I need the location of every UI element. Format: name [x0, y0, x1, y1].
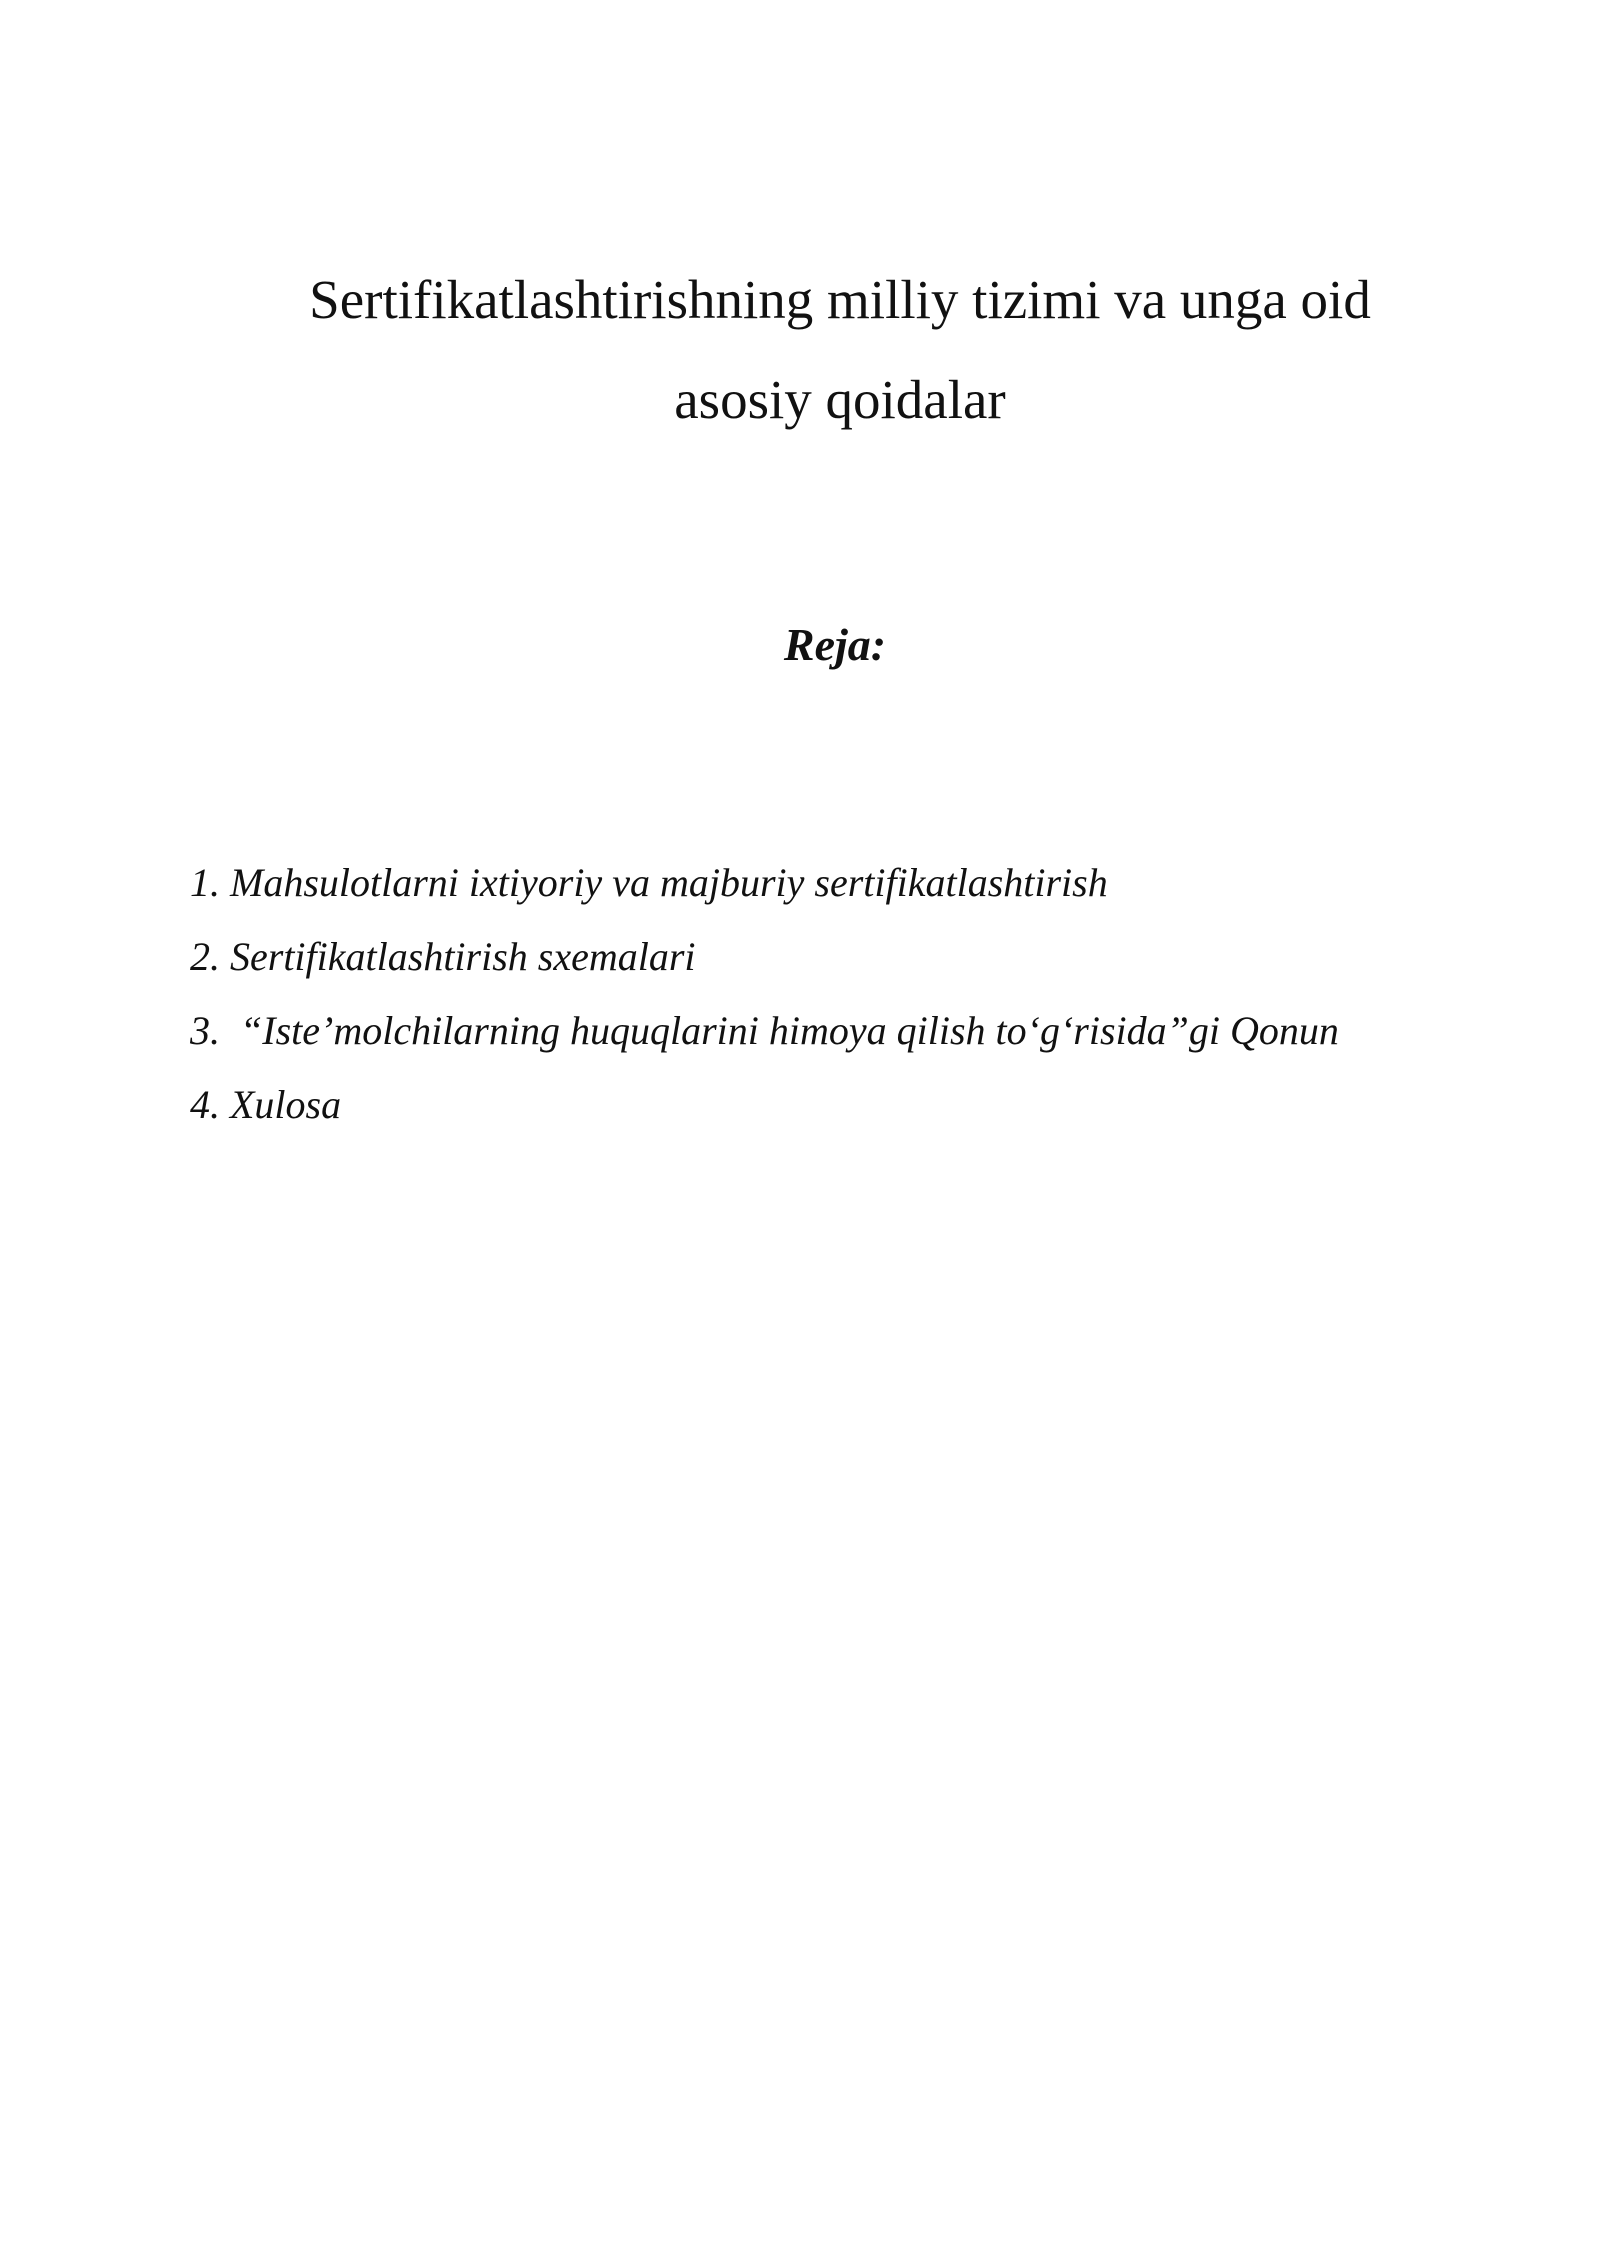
plan-item-number: 4. [190, 1082, 220, 1127]
plan-heading: Reja: [783, 619, 887, 670]
plan-item-number: 2. [190, 934, 220, 979]
plan-item-number: 3. [190, 1008, 220, 1053]
plan-item-2 [190, 920, 1339, 994]
plan-item-text: “Iste’molchilarning huquqlarini himoya qilish to‘g‘risida”gi Qonun [230, 1008, 1339, 1053]
document-title [240, 250, 1440, 450]
title-line-1: Sertifikatlashtirishning milliy tizimi va unga oid [309, 269, 1371, 330]
plan-item-number: 1. [190, 860, 220, 905]
plan-item-1 [190, 846, 1339, 920]
plan-item-text: Xulosa [230, 1082, 342, 1127]
plan-item-3 [190, 994, 1339, 1068]
plan-item-text: Mahsulotlarni ixtiyoriy va majburiy sertifikatlashtirish [230, 860, 1108, 905]
plan-list [190, 846, 1339, 1142]
plan-item-4 [190, 1068, 1339, 1142]
plan-item-text: Sertifikatlashtirish sxemalari [230, 934, 696, 979]
title-line-2: asosiy qoidalar [674, 369, 1006, 430]
